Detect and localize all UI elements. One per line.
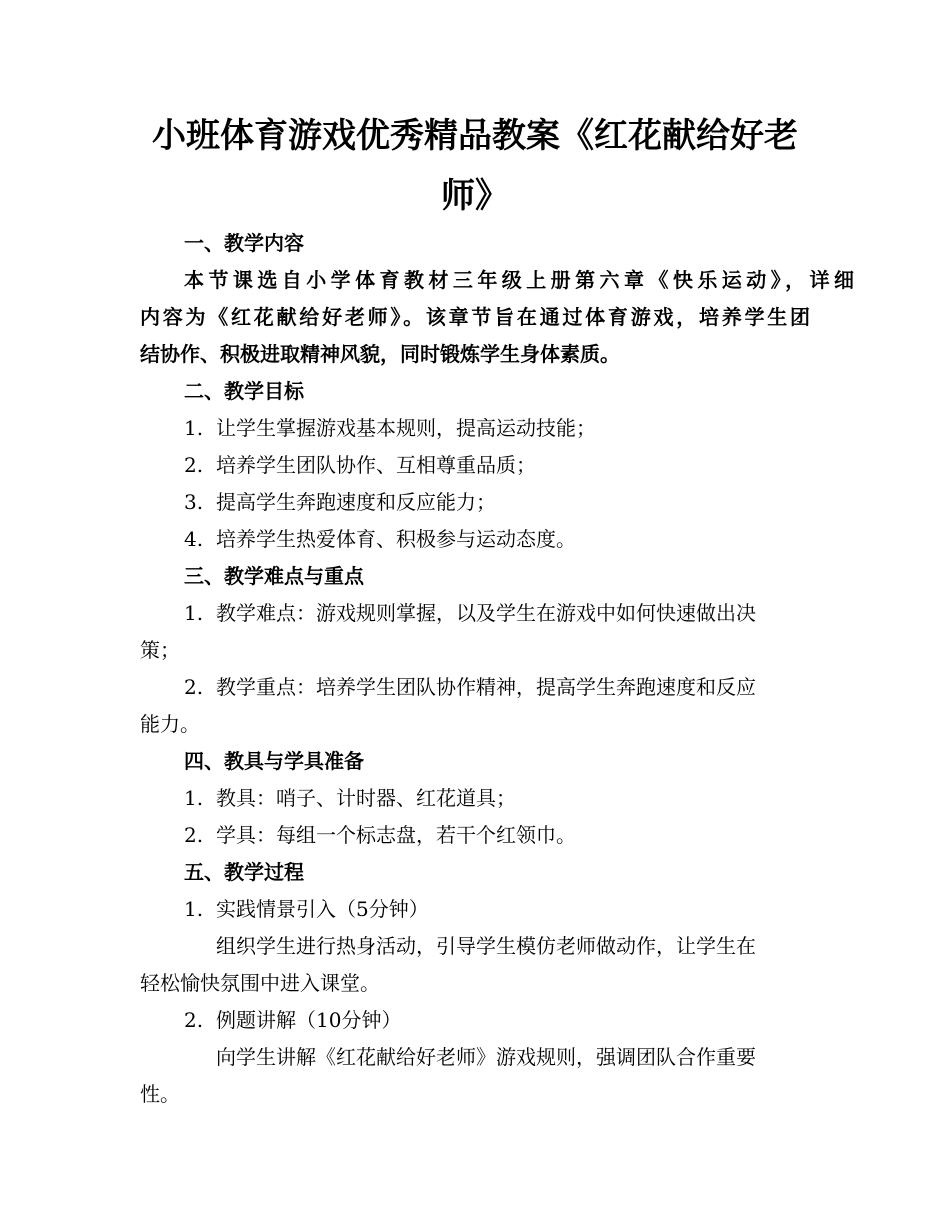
- list-item-number: 2.: [184, 823, 204, 847]
- list-item-text: 教学重点：培养学生团队协作精神，提高学生奔跑速度和反应: [216, 675, 756, 699]
- section-heading-process: 五、教学过程: [184, 860, 304, 884]
- list-item-text: 让学生掌握游戏基本规则，提高运动技能；: [216, 416, 596, 440]
- list-item-number: 1.: [184, 897, 204, 921]
- item-description-continuation: 轻松愉快氛围中进入课堂。: [140, 971, 380, 995]
- list-item-continuation: 策；: [140, 638, 180, 662]
- list-item: [140, 670, 854, 704]
- section-heading-objectives: 二、教学目标: [184, 379, 304, 403]
- list-item-text: 提高学生奔跑速度和反应能力；: [216, 490, 496, 514]
- list-item-text: 教学难点：游戏规则掌握，以及学生在游戏中如何快速做出决: [216, 601, 756, 625]
- item-description: 组织学生进行热身活动，引导学生模仿老师做动作，让学生在: [216, 934, 756, 958]
- list-item-text: 教具：哨子、计时器、红花道具；: [216, 786, 516, 810]
- list-item-number: 2.: [184, 1008, 204, 1032]
- list-item-number: 1.: [184, 786, 204, 810]
- section-heading-content: 一、教学内容: [184, 231, 304, 255]
- list-item: [140, 596, 854, 630]
- item-description-continuation: 性。: [140, 1082, 180, 1106]
- document-title-line-2: 师》: [441, 176, 509, 216]
- section-paragraph-line: 内容为《红花献给好老师》。该章节旨在通过体育游戏，培养学生团: [140, 305, 810, 329]
- list-item-number: 4.: [184, 527, 204, 551]
- document-title-line-1: 小班体育游戏优秀精品教案《红花献给好老: [152, 116, 798, 156]
- list-item: [140, 1003, 854, 1037]
- list-item-number: 1.: [184, 416, 204, 440]
- list-item-number: 2.: [184, 675, 204, 699]
- list-item-text: 培养学生团队协作、互相尊重品质；: [216, 453, 536, 477]
- list-item-number: 2.: [184, 453, 204, 477]
- item-description: 向学生讲解《红花献给好老师》游戏规则，强调团队合作重要: [216, 1045, 756, 1069]
- list-item-text: 学具：每组一个标志盘，若干个红领巾。: [216, 823, 576, 847]
- list-item-number: 1.: [184, 601, 204, 625]
- list-item: [140, 522, 854, 556]
- section-heading-difficulties: 三、教学难点与重点: [184, 564, 364, 588]
- list-item-number: 3.: [184, 490, 204, 514]
- list-item-text: 例题讲解（10分钟）: [216, 1008, 402, 1032]
- section-heading-materials: 四、教具与学具准备: [184, 749, 364, 773]
- list-item-text: 培养学生热爱体育、积极参与运动态度。: [216, 527, 576, 551]
- list-item: [140, 448, 854, 482]
- list-item: [140, 818, 854, 852]
- section-paragraph-line: 本节课选自小学体育教材三年级上册第六章《快乐运动》，详细: [184, 268, 854, 292]
- section-paragraph-line: 结协作、积极进取精神风貌，同时锻炼学生身体素质。: [140, 342, 620, 366]
- list-item-text: 实践情景引入（5分钟）: [216, 897, 429, 921]
- list-item: [140, 892, 854, 926]
- list-item: [140, 781, 854, 815]
- list-item-continuation: 能力。: [140, 712, 200, 736]
- list-item: [140, 485, 854, 519]
- list-item: [140, 411, 854, 445]
